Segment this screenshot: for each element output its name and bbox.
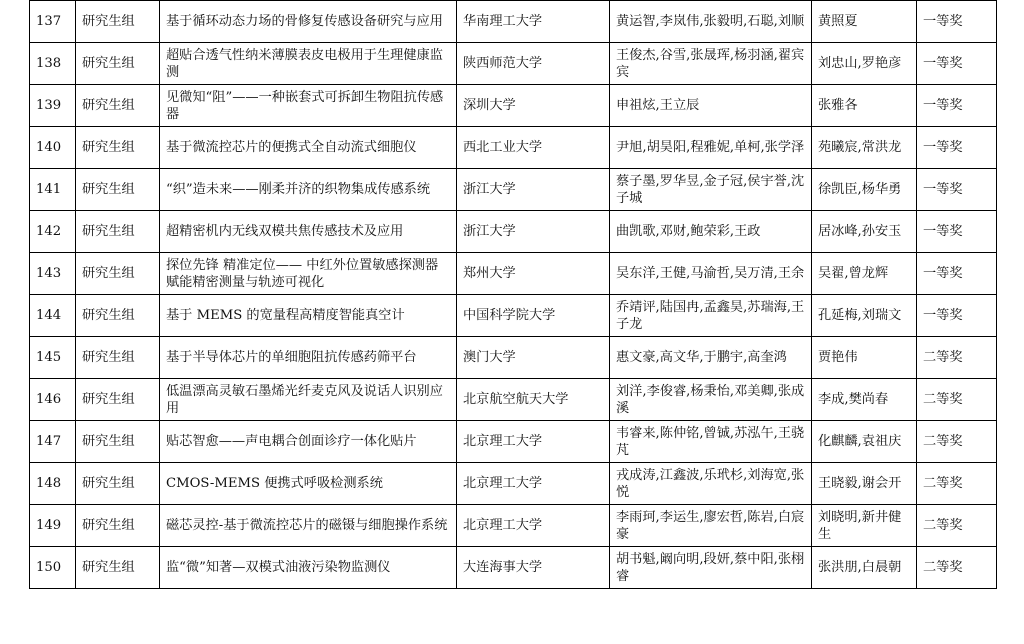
row-group: 研究生组 bbox=[76, 295, 160, 337]
row-project-title: CMOS-MEMS 便携式呼吸检测系统 bbox=[160, 463, 457, 505]
row-number: 141 bbox=[30, 169, 76, 211]
row-members: 黄运智,李岚伟,张毅明,石聪,刘顺 bbox=[610, 1, 812, 43]
row-award: 一等奖 bbox=[917, 1, 997, 43]
row-award: 一等奖 bbox=[917, 85, 997, 127]
row-group: 研究生组 bbox=[76, 211, 160, 253]
row-advisors: 贾艳伟 bbox=[812, 337, 917, 379]
row-project-title: 贴芯智愈——声电耦合创面诊疗一体化贴片 bbox=[160, 421, 457, 463]
table-row bbox=[30, 295, 997, 337]
row-group: 研究生组 bbox=[76, 253, 160, 295]
row-members: 尹旭,胡昊阳,程雅妮,单柯,张学泽 bbox=[610, 127, 812, 169]
row-project-title: 低温漂高灵敏石墨烯光纤麦克风及说话人识别应用 bbox=[160, 379, 457, 421]
row-project-title: 基于半导体芯片的单细胞阻抗传感药筛平台 bbox=[160, 337, 457, 379]
table-row bbox=[30, 253, 997, 295]
row-members: 韦睿来,陈仲铭,曾铖,苏泓午,王骁芃 bbox=[610, 421, 812, 463]
row-group: 研究生组 bbox=[76, 43, 160, 85]
row-group: 研究生组 bbox=[76, 421, 160, 463]
award-list-page bbox=[29, 0, 996, 589]
row-advisors: 张雅各 bbox=[812, 85, 917, 127]
table-row bbox=[30, 337, 997, 379]
row-project-title: 磁芯灵控-基于微流控芯片的磁镊与细胞操作系统 bbox=[160, 505, 457, 547]
row-group: 研究生组 bbox=[76, 127, 160, 169]
row-group: 研究生组 bbox=[76, 505, 160, 547]
row-school: 浙江大学 bbox=[457, 211, 610, 253]
row-members: 李雨珂,李运生,廖宏哲,陈岩,白宸豪 bbox=[610, 505, 812, 547]
row-members: 乔靖评,陆国冉,孟鑫昊,苏瑞海,王子龙 bbox=[610, 295, 812, 337]
row-group: 研究生组 bbox=[76, 1, 160, 43]
table-row bbox=[30, 505, 997, 547]
table-row bbox=[30, 85, 997, 127]
row-group: 研究生组 bbox=[76, 379, 160, 421]
row-school: 中国科学院大学 bbox=[457, 295, 610, 337]
row-award: 二等奖 bbox=[917, 421, 997, 463]
row-school: 陕西师范大学 bbox=[457, 43, 610, 85]
row-school: 北京理工大学 bbox=[457, 463, 610, 505]
row-members: 吴东洋,王健,马渝哲,吴万清,王余 bbox=[610, 253, 812, 295]
row-members: 惠文豪,高文华,于鹏宇,高奎鸿 bbox=[610, 337, 812, 379]
table-row bbox=[30, 127, 997, 169]
row-number: 147 bbox=[30, 421, 76, 463]
row-school: 澳门大学 bbox=[457, 337, 610, 379]
row-group: 研究生组 bbox=[76, 547, 160, 589]
row-number: 142 bbox=[30, 211, 76, 253]
row-school: 北京理工大学 bbox=[457, 421, 610, 463]
row-school: 郑州大学 bbox=[457, 253, 610, 295]
row-school: 浙江大学 bbox=[457, 169, 610, 211]
row-advisors: 刘晓明,新井健生 bbox=[812, 505, 917, 547]
row-project-title: 基于循环动态力场的骨修复传感设备研究与应用 bbox=[160, 1, 457, 43]
row-number: 139 bbox=[30, 85, 76, 127]
row-members: 蔡子墨,罗华昱,金子冠,侯宇誉,沈子城 bbox=[610, 169, 812, 211]
row-school: 深圳大学 bbox=[457, 85, 610, 127]
row-number: 145 bbox=[30, 337, 76, 379]
row-number: 146 bbox=[30, 379, 76, 421]
row-school: 大连海事大学 bbox=[457, 547, 610, 589]
row-advisors: 徐凯臣,杨华勇 bbox=[812, 169, 917, 211]
row-school: 华南理工大学 bbox=[457, 1, 610, 43]
row-advisors: 刘忠山,罗艳彦 bbox=[812, 43, 917, 85]
row-project-title: 基于微流控芯片的便携式全自动流式细胞仪 bbox=[160, 127, 457, 169]
row-members: 曲凯歌,邓财,鲍荣彩,王政 bbox=[610, 211, 812, 253]
row-number: 137 bbox=[30, 1, 76, 43]
row-group: 研究生组 bbox=[76, 169, 160, 211]
row-project-title: 探位先锋 精准定位—— 中红外位置敏感探测器赋能精密测量与轨迹可视化 bbox=[160, 253, 457, 295]
row-award: 二等奖 bbox=[917, 337, 997, 379]
row-members: 王俊杰,谷雪,张晟珲,杨羽涵,翟宾宾 bbox=[610, 43, 812, 85]
row-advisors: 李成,樊尚春 bbox=[812, 379, 917, 421]
table-row bbox=[30, 421, 997, 463]
row-number: 148 bbox=[30, 463, 76, 505]
row-members: 胡书魁,阚向明,段妍,蔡中阳,张栩睿 bbox=[610, 547, 812, 589]
row-number: 149 bbox=[30, 505, 76, 547]
row-award: 二等奖 bbox=[917, 379, 997, 421]
table-row bbox=[30, 1, 997, 43]
table-row bbox=[30, 211, 997, 253]
row-advisors: 黄照夏 bbox=[812, 1, 917, 43]
row-group: 研究生组 bbox=[76, 85, 160, 127]
table-row bbox=[30, 463, 997, 505]
row-award: 一等奖 bbox=[917, 253, 997, 295]
row-number: 144 bbox=[30, 295, 76, 337]
row-project-title: 超精密机内无线双模共焦传感技术及应用 bbox=[160, 211, 457, 253]
row-advisors: 吴翟,曾龙辉 bbox=[812, 253, 917, 295]
row-group: 研究生组 bbox=[76, 337, 160, 379]
row-project-title: 见微知“阻”——一种嵌套式可拆卸生物阻抗传感器 bbox=[160, 85, 457, 127]
row-project-title: 监“微”知著—双模式油液污染物监测仪 bbox=[160, 547, 457, 589]
award-table-body bbox=[30, 1, 997, 589]
row-award: 一等奖 bbox=[917, 295, 997, 337]
row-advisors: 张洪朋,白晨朝 bbox=[812, 547, 917, 589]
row-school: 北京理工大学 bbox=[457, 505, 610, 547]
row-advisors: 居冰峰,孙安玉 bbox=[812, 211, 917, 253]
table-row bbox=[30, 169, 997, 211]
row-number: 150 bbox=[30, 547, 76, 589]
row-award: 一等奖 bbox=[917, 211, 997, 253]
row-members: 申祖炫,王立辰 bbox=[610, 85, 812, 127]
row-members: 刘洋,李俊睿,杨秉怡,邓美卿,张成溪 bbox=[610, 379, 812, 421]
row-number: 140 bbox=[30, 127, 76, 169]
row-advisors: 孔延梅,刘瑞文 bbox=[812, 295, 917, 337]
row-project-title: 基于 MEMS 的宽量程高精度智能真空计 bbox=[160, 295, 457, 337]
row-award: 一等奖 bbox=[917, 127, 997, 169]
row-award: 一等奖 bbox=[917, 43, 997, 85]
row-project-title: 超贴合透气性纳米薄膜表皮电极用于生理健康监测 bbox=[160, 43, 457, 85]
table-row bbox=[30, 547, 997, 589]
row-number: 143 bbox=[30, 253, 76, 295]
row-award: 二等奖 bbox=[917, 547, 997, 589]
award-table bbox=[29, 0, 997, 589]
row-award: 二等奖 bbox=[917, 505, 997, 547]
row-school: 北京航空航天大学 bbox=[457, 379, 610, 421]
table-row bbox=[30, 43, 997, 85]
row-project-title: “织”造未来——刚柔并济的织物集成传感系统 bbox=[160, 169, 457, 211]
row-award: 一等奖 bbox=[917, 169, 997, 211]
row-school: 西北工业大学 bbox=[457, 127, 610, 169]
row-advisors: 化麒麟,袁祖庆 bbox=[812, 421, 917, 463]
row-advisors: 王晓毅,谢会开 bbox=[812, 463, 917, 505]
row-number: 138 bbox=[30, 43, 76, 85]
row-award: 二等奖 bbox=[917, 463, 997, 505]
row-group: 研究生组 bbox=[76, 463, 160, 505]
row-advisors: 苑曦宸,常洪龙 bbox=[812, 127, 917, 169]
row-members: 戎成涛,江鑫波,乐玳杉,刘海宽,张悦 bbox=[610, 463, 812, 505]
table-row bbox=[30, 379, 997, 421]
